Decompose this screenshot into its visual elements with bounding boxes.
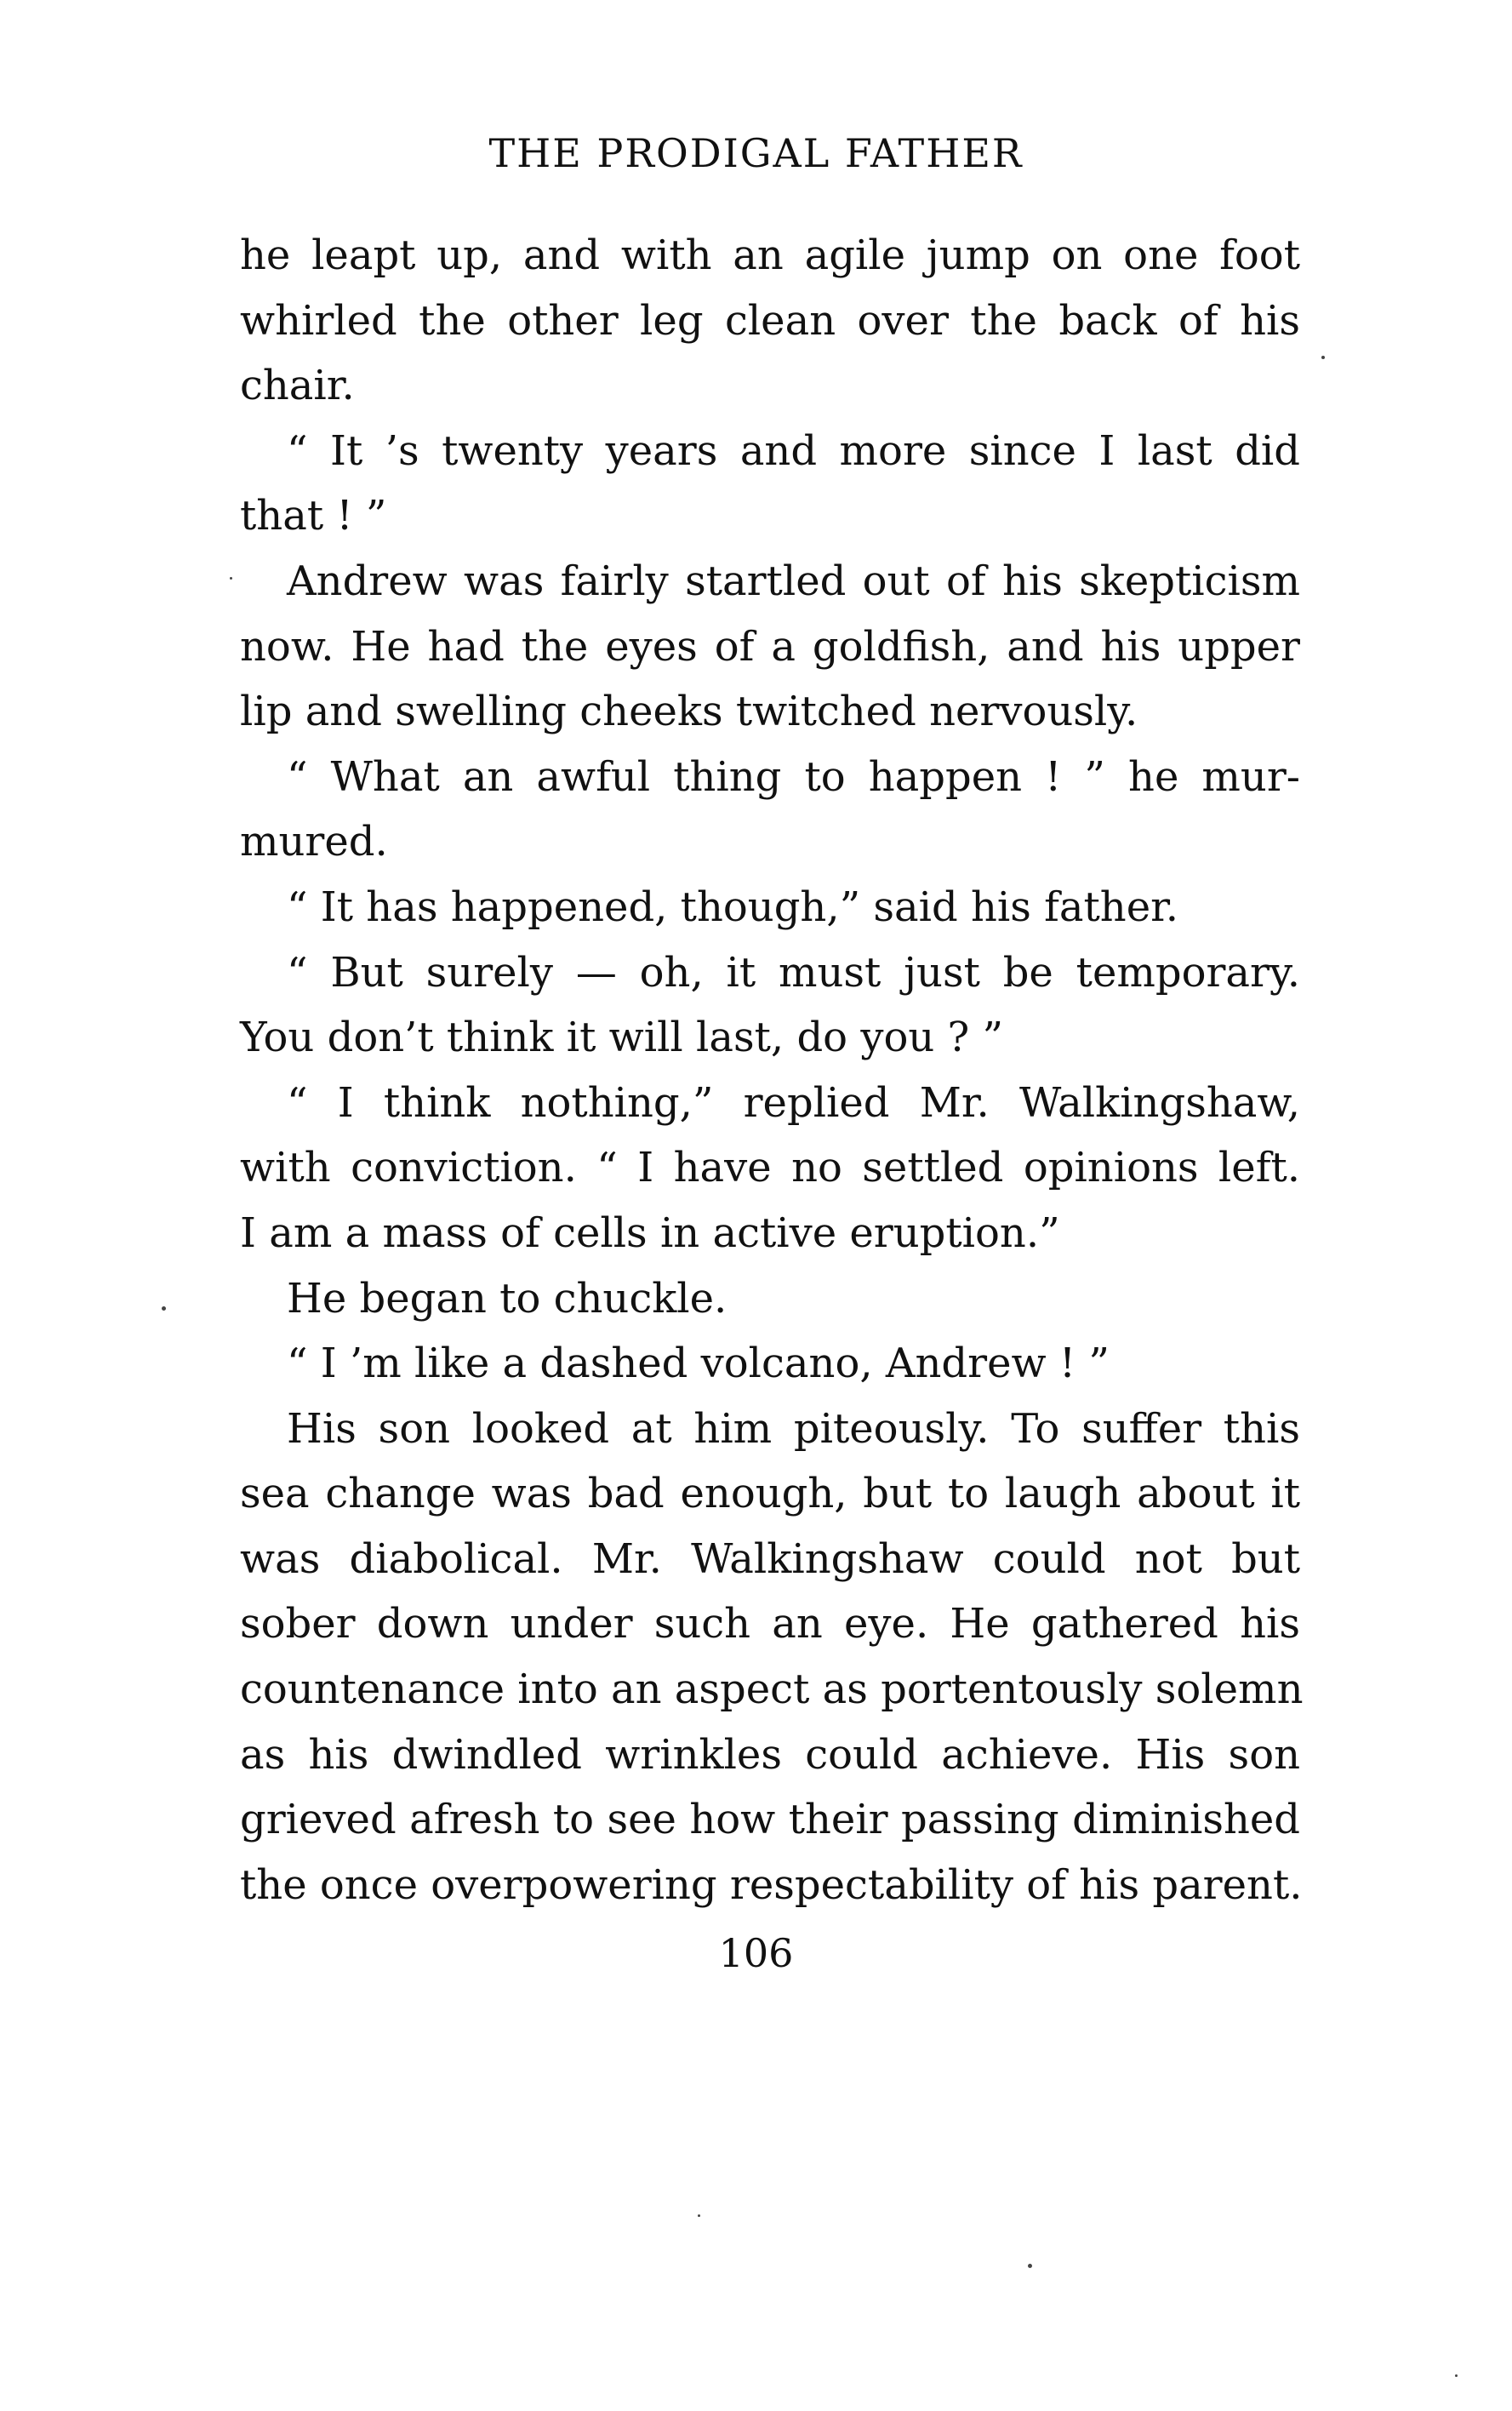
body-text xyxy=(240,223,1304,1917)
text-line: countenance into an aspect as portentously solemn xyxy=(240,1665,1304,1714)
text-line: that ! ” xyxy=(240,492,387,540)
text-line: “ I ’m like a dashed volcano, Andrew ! ” xyxy=(287,1340,1110,1388)
page-number: 106 xyxy=(718,1930,794,1976)
text-line: “ It ’s twenty years and more since I last did xyxy=(287,426,1300,475)
text-line: chair. xyxy=(240,362,355,410)
text-line: He began to chuckle. xyxy=(287,1274,727,1323)
text-line: lip and swelling cheeks twitched nervously. xyxy=(240,688,1138,736)
text-line: sea change was bad enough, but to laugh about it xyxy=(240,1470,1300,1518)
text-line: grieved afresh to see how their passing diminished xyxy=(240,1796,1300,1844)
text-line: now. He had the eyes of a goldfish, and his upper xyxy=(240,622,1300,671)
text-line: “ But surely — oh, it must just be temporary. xyxy=(287,948,1300,997)
text-line: sober down under such an eye. He gathered his xyxy=(240,1600,1300,1648)
scan-speck xyxy=(230,577,232,580)
text-line: “ I think nothing,” replied Mr. Walkingshaw, xyxy=(287,1078,1300,1127)
text-line: the once overpowering respectability of his parent. xyxy=(240,1860,1303,1909)
text-line: mured. xyxy=(240,818,388,866)
text-line: I am a mass of cells in active eruption.” xyxy=(240,1208,1060,1257)
text-line: was diabolical. Mr. Walkingshaw could not but xyxy=(240,1534,1300,1583)
text-line: You don’t think it will last, do you ? ” xyxy=(240,1014,1004,1062)
text-line: “ What an awful thing to happen ! ” he mur- xyxy=(287,752,1300,801)
text-line: with conviction. “ I have no settled opinions left. xyxy=(240,1144,1300,1192)
text-line: “ It has happened, though,” said his father. xyxy=(287,883,1179,931)
scan-speck xyxy=(1028,2264,1032,2268)
text-line: Andrew was fairly startled out of his skepticism xyxy=(287,557,1300,605)
scan-speck xyxy=(698,2214,700,2217)
scan-speck xyxy=(1455,2374,1458,2377)
scan-speck xyxy=(162,1306,166,1311)
text-line: as his dwindled wrinkles could achieve. His son xyxy=(240,1730,1300,1779)
scan-speck xyxy=(1321,356,1325,359)
text-line: whirled the other leg clean over the back of his xyxy=(240,296,1300,345)
running-head: THE PRODIGAL FATHER xyxy=(488,130,1024,176)
text-line: he leapt up, and with an agile jump on one foot xyxy=(240,231,1300,279)
text-line: His son looked at him piteously. To suffer this xyxy=(287,1404,1300,1453)
